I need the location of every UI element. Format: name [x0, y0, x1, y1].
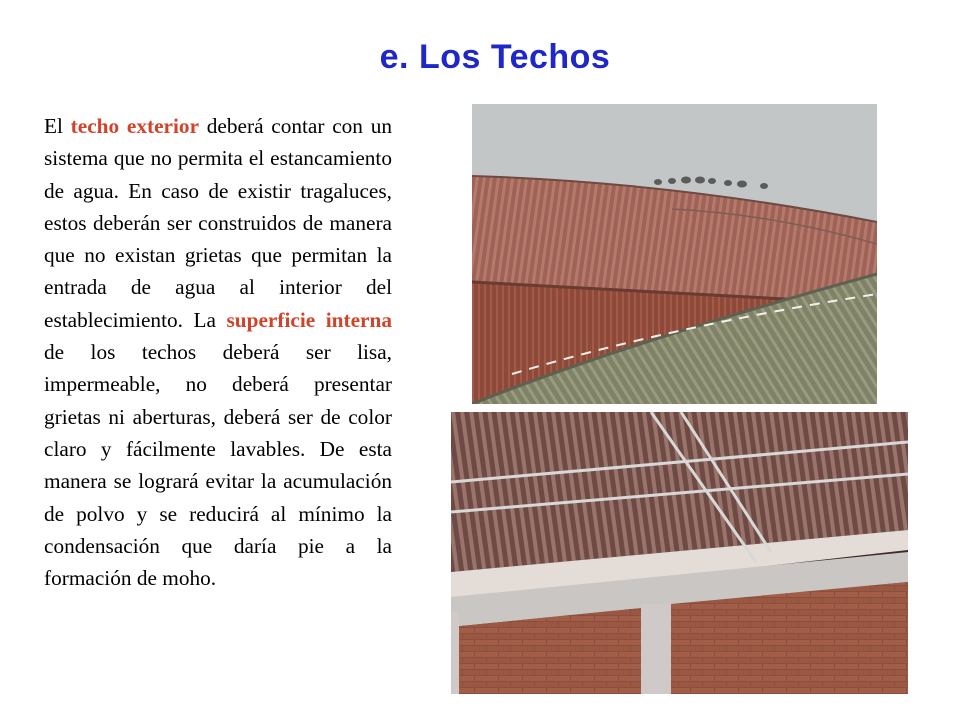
text-segment: deberá contar con un sistema que no permita el estancamiento de agua. En caso de existir tragaluces, estos deberán ser construidos de manera que no existan grietas que permitan la entrada de agua al interior del establecimiento. La [44, 114, 392, 332]
highlight-techo-exterior: techo exterior [70, 114, 200, 138]
interior-roof-photo [451, 412, 908, 694]
text-segment: de los techos deberá ser lisa, impermeable, no deberá presentar grietas ni aberturas, deberá ser de color claro y fácilmente lavables. De esta manera se logrará evitar la acumulación de polvo y se reducirá al mínimo la condensación que daría pie a la formación de moho. [44, 340, 392, 591]
body-paragraph [44, 110, 392, 594]
exterior-roof-photo [472, 104, 877, 404]
highlight-superficie-interna: superficie interna [226, 307, 392, 332]
text-segment: El [44, 114, 71, 138]
slide-title: e. Los Techos [379, 38, 611, 76]
